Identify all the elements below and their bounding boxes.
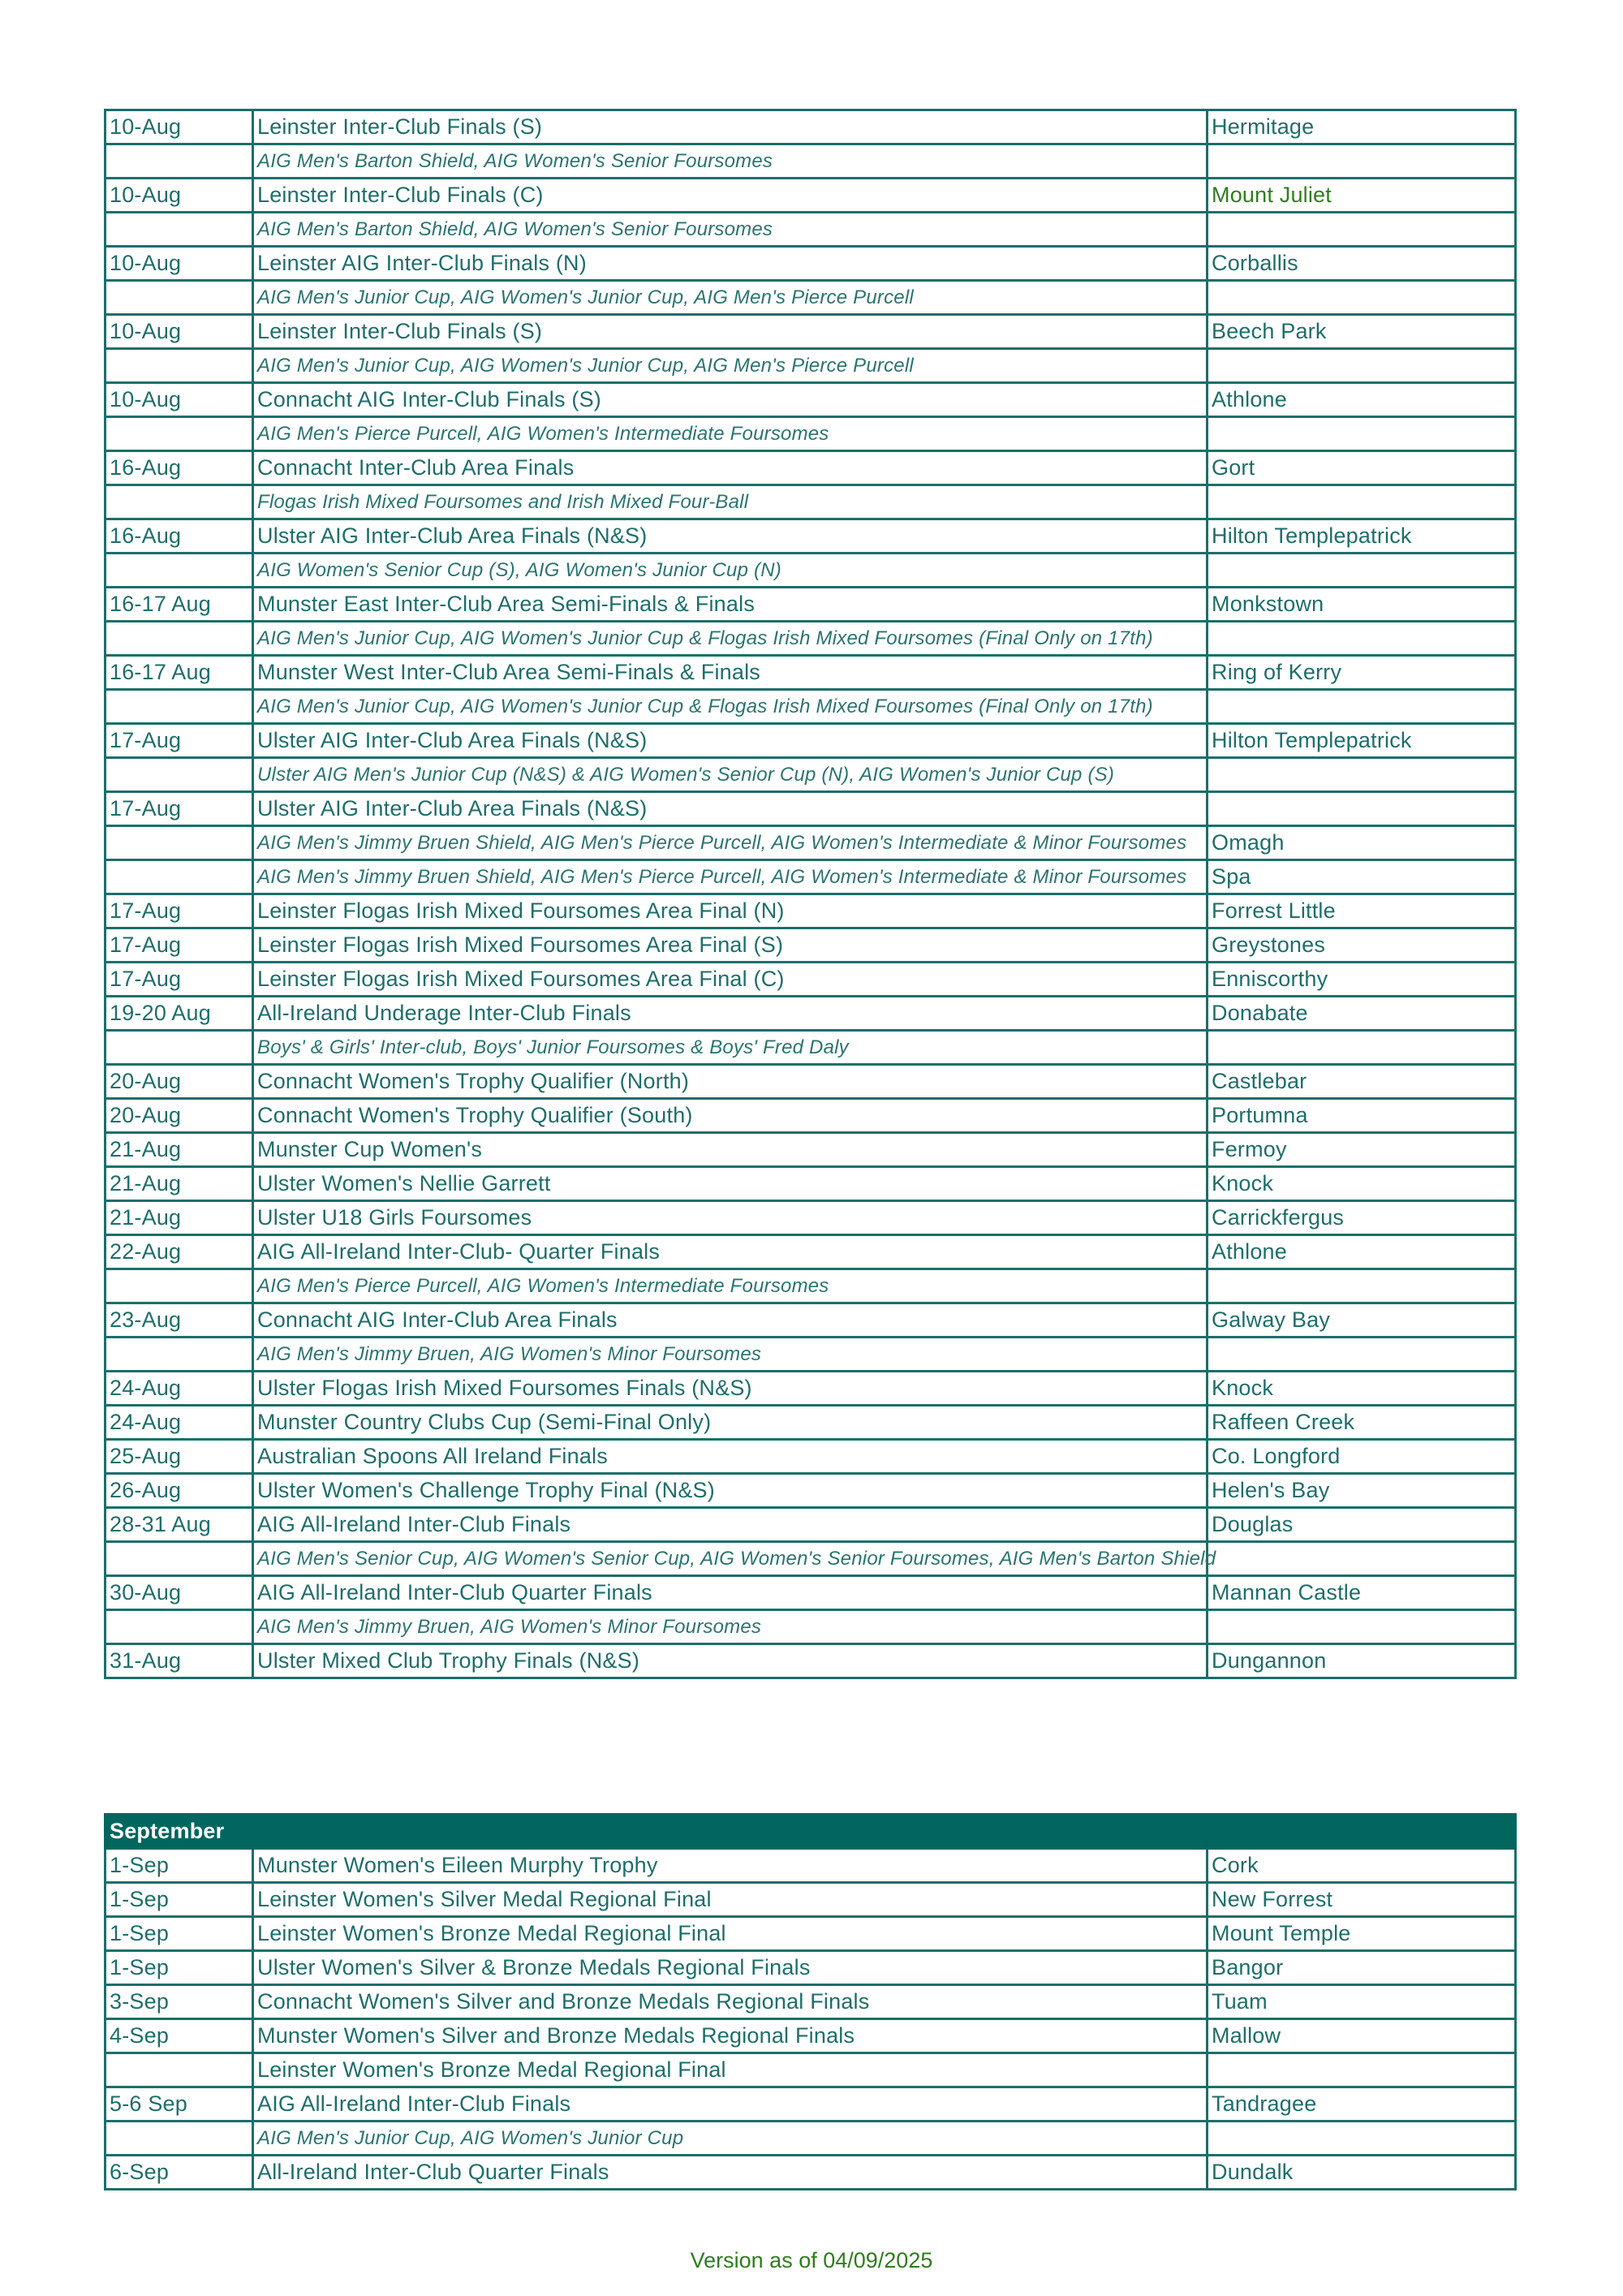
event-cell: AIG Men's Jimmy Bruen, AIG Women's Minor Foursomes (253, 1338, 1208, 1372)
table-row (105, 997, 1516, 1031)
event-cell: Ulster Women's Nellie Garrett (253, 1167, 1208, 1201)
event-cell: AIG Men's Pierce Purcell, AIG Women's Intermediate Foursomes (253, 1269, 1208, 1303)
event-cell: Leinster AIG Inter-Club Finals (N) (253, 247, 1208, 281)
event-cell: Ulster Women's Challenge Trophy Final (N&S) (253, 1474, 1208, 1508)
date-cell: 16-17 Aug (105, 588, 253, 622)
event-cell: Ulster Mixed Club Trophy Finals (N&S) (253, 1644, 1208, 1678)
date-cell (105, 485, 253, 519)
event-cell: Ulster AIG Men's Junior Cup (N&S) & AIG Women's Senior Cup (N), AIG Women's Junior Cup (S) (253, 758, 1208, 792)
venue-cell (1208, 1610, 1516, 1644)
table-row (105, 485, 1516, 519)
table-row (105, 1951, 1516, 1985)
event-cell: AIG Men's Barton Shield, AIG Women's Senior Foursomes (253, 144, 1208, 179)
venue-cell: New Forrest (1208, 1883, 1516, 1917)
venue-cell: Mount Juliet (1208, 179, 1516, 213)
date-cell (105, 1031, 253, 1065)
venue-cell: Dungannon (1208, 1644, 1516, 1678)
table-row (105, 1031, 1516, 1065)
event-cell: Leinster Flogas Irish Mixed Foursomes Area Final (S) (253, 928, 1208, 963)
event-cell: Australian Spoons All Ireland Finals (253, 1440, 1208, 1474)
table-row (105, 792, 1516, 826)
venue-cell: Hermitage (1208, 110, 1516, 144)
event-cell: Ulster Women's Silver & Bronze Medals Regional Finals (253, 1951, 1208, 1985)
event-cell: Connacht Women's Silver and Bronze Medals Regional Finals (253, 1985, 1208, 2019)
date-cell: 16-Aug (105, 451, 253, 485)
date-cell (105, 349, 253, 383)
table-row (105, 1133, 1516, 1167)
venue-cell: Mount Temple (1208, 1917, 1516, 1951)
table-row (105, 724, 1516, 758)
event-cell: Ulster U18 Girls Foursomes (253, 1201, 1208, 1235)
venue-cell: Spa (1208, 860, 1516, 894)
venue-cell: Fermoy (1208, 1133, 1516, 1167)
date-cell (105, 2053, 253, 2087)
table-row (105, 1167, 1516, 1201)
table-row (105, 1474, 1516, 1508)
event-cell: AIG Men's Junior Cup, AIG Women's Junior Cup & Flogas Irish Mixed Foursomes (Final Only on 17th) (253, 690, 1208, 724)
event-cell: Munster Country Clubs Cup (Semi-Final Only) (253, 1406, 1208, 1440)
date-cell: 10-Aug (105, 383, 253, 417)
event-cell: Connacht Women's Trophy Qualifier (South) (253, 1099, 1208, 1133)
event-cell: Leinster Inter-Club Finals (C) (253, 179, 1208, 213)
event-cell: AIG Men's Senior Cup, AIG Women's Senior Cup, AIG Women's Senior Foursomes, AIG Men's Barton Shield (253, 1542, 1208, 1576)
event-cell: AIG Men's Barton Shield, AIG Women's Senior Foursomes (253, 213, 1208, 247)
table-row (105, 179, 1516, 213)
date-cell: 10-Aug (105, 110, 253, 144)
september-schedule (104, 1813, 1514, 2190)
venue-cell: Raffeen Creek (1208, 1406, 1516, 1440)
venue-cell: Tuam (1208, 1985, 1516, 2019)
date-cell: 17-Aug (105, 894, 253, 928)
date-cell: 21-Aug (105, 1133, 253, 1167)
event-cell: Connacht Women's Trophy Qualifier (North) (253, 1065, 1208, 1099)
venue-cell (1208, 1542, 1516, 1576)
venue-cell: Corballis (1208, 247, 1516, 281)
venue-cell (1208, 2122, 1516, 2156)
venue-cell: Castlebar (1208, 1065, 1516, 1099)
venue-cell: Portumna (1208, 1099, 1516, 1133)
table-row (105, 894, 1516, 928)
table-row (105, 1372, 1516, 1406)
event-cell: Ulster Flogas Irish Mixed Foursomes Finals (N&S) (253, 1372, 1208, 1406)
september-table (104, 1813, 1517, 2190)
venue-cell (1208, 622, 1516, 656)
table-row (105, 1644, 1516, 1678)
venue-cell: Hilton Templepatrick (1208, 724, 1516, 758)
date-cell (105, 690, 253, 724)
date-cell: 28-31 Aug (105, 1508, 253, 1542)
venue-cell: Ring of Kerry (1208, 656, 1516, 690)
venue-cell (1208, 690, 1516, 724)
table-row (105, 656, 1516, 690)
event-cell: AIG Men's Junior Cup, AIG Women's Junior Cup, AIG Men's Pierce Purcell (253, 281, 1208, 315)
september-section-header (105, 1815, 1516, 1849)
venue-cell: Enniscorthy (1208, 963, 1516, 997)
venue-cell (1208, 144, 1516, 179)
venue-cell (1208, 1338, 1516, 1372)
date-cell (105, 2122, 253, 2156)
date-cell: 16-Aug (105, 519, 253, 554)
event-cell: AIG Men's Jimmy Bruen, AIG Women's Minor Foursomes (253, 1610, 1208, 1644)
table-row (105, 1303, 1516, 1338)
table-row (105, 417, 1516, 451)
event-cell: AIG Men's Junior Cup, AIG Women's Junior Cup (253, 2122, 1208, 2156)
venue-cell: Dundalk (1208, 2156, 1516, 2190)
venue-cell: Forrest Little (1208, 894, 1516, 928)
event-cell: Munster West Inter-Club Area Semi-Finals & Finals (253, 656, 1208, 690)
venue-cell: Cork (1208, 1849, 1516, 1883)
table-row (105, 1235, 1516, 1269)
event-cell: AIG All-Ireland Inter-Club- Quarter Finals (253, 1235, 1208, 1269)
table-row (105, 1065, 1516, 1099)
event-cell: AIG Men's Junior Cup, AIG Women's Junior Cup, AIG Men's Pierce Purcell (253, 349, 1208, 383)
date-cell: 24-Aug (105, 1372, 253, 1406)
event-cell: AIG Men's Pierce Purcell, AIG Women's Intermediate Foursomes (253, 417, 1208, 451)
section-heading: September (105, 1815, 1516, 1849)
table-row (105, 758, 1516, 792)
venue-cell: Galway Bay (1208, 1303, 1516, 1338)
date-cell: 5-6 Sep (105, 2087, 253, 2122)
date-cell (105, 554, 253, 588)
date-cell (105, 826, 253, 860)
table-row (105, 1542, 1516, 1576)
table-row (105, 451, 1516, 485)
date-cell: 17-Aug (105, 792, 253, 826)
venue-cell: Monkstown (1208, 588, 1516, 622)
date-cell: 31-Aug (105, 1644, 253, 1678)
table-row (105, 2122, 1516, 2156)
event-cell: Leinster Women's Bronze Medal Regional Final (253, 2053, 1208, 2087)
table-row (105, 588, 1516, 622)
event-cell: Flogas Irish Mixed Foursomes and Irish Mixed Four-Ball (253, 485, 1208, 519)
event-cell: Munster Women's Silver and Bronze Medals Regional Finals (253, 2019, 1208, 2053)
date-cell (105, 1338, 253, 1372)
event-cell: Connacht Inter-Club Area Finals (253, 451, 1208, 485)
date-cell: 21-Aug (105, 1201, 253, 1235)
event-cell: AIG Men's Junior Cup, AIG Women's Junior Cup & Flogas Irish Mixed Foursomes (Final Only on 17th) (253, 622, 1208, 656)
date-cell: 21-Aug (105, 1167, 253, 1201)
date-cell: 20-Aug (105, 1099, 253, 1133)
event-cell: Ulster AIG Inter-Club Area Finals (N&S) (253, 519, 1208, 554)
table-row (105, 554, 1516, 588)
table-row (105, 349, 1516, 383)
date-cell (105, 1542, 253, 1576)
date-cell: 16-17 Aug (105, 656, 253, 690)
date-cell: 17-Aug (105, 963, 253, 997)
table-row (105, 1406, 1516, 1440)
event-cell: Leinster Flogas Irish Mixed Foursomes Area Final (C) (253, 963, 1208, 997)
date-cell: 3-Sep (105, 1985, 253, 2019)
event-cell: Ulster AIG Inter-Club Area Finals (N&S) (253, 792, 1208, 826)
table-row (105, 1985, 1516, 2019)
table-row (105, 1610, 1516, 1644)
date-cell: 10-Aug (105, 179, 253, 213)
table-row (105, 1099, 1516, 1133)
date-cell: 17-Aug (105, 928, 253, 963)
august-schedule (104, 109, 1514, 1679)
event-cell: AIG Women's Senior Cup (S), AIG Women's Junior Cup (N) (253, 554, 1208, 588)
date-cell: 1-Sep (105, 1883, 253, 1917)
venue-cell: Tandragee (1208, 2087, 1516, 2122)
venue-cell (1208, 1031, 1516, 1065)
date-cell (105, 144, 253, 179)
venue-cell (1208, 417, 1516, 451)
venue-cell: Knock (1208, 1372, 1516, 1406)
table-row (105, 1576, 1516, 1610)
date-cell (105, 213, 253, 247)
event-cell: Leinster Inter-Club Finals (S) (253, 315, 1208, 349)
venue-cell: Mannan Castle (1208, 1576, 1516, 1610)
date-cell: 1-Sep (105, 1917, 253, 1951)
date-cell (105, 1269, 253, 1303)
event-cell: Connacht AIG Inter-Club Area Finals (253, 1303, 1208, 1338)
event-cell: All-Ireland Inter-Club Quarter Finals (253, 2156, 1208, 2190)
venue-cell: Greystones (1208, 928, 1516, 963)
date-cell: 10-Aug (105, 247, 253, 281)
august-table (104, 109, 1517, 1679)
table-row (105, 1269, 1516, 1303)
table-row (105, 1338, 1516, 1372)
venue-cell: Beech Park (1208, 315, 1516, 349)
date-cell: 25-Aug (105, 1440, 253, 1474)
table-row (105, 2019, 1516, 2053)
date-cell (105, 622, 253, 656)
table-row (105, 247, 1516, 281)
date-cell: 4-Sep (105, 2019, 253, 2053)
event-cell: Connacht AIG Inter-Club Finals (S) (253, 383, 1208, 417)
date-cell: 19-20 Aug (105, 997, 253, 1031)
table-row (105, 2087, 1516, 2122)
event-cell: Munster Women's Eileen Murphy Trophy (253, 1849, 1208, 1883)
event-cell: Leinster Women's Silver Medal Regional Final (253, 1883, 1208, 1917)
venue-cell (1208, 554, 1516, 588)
date-cell: 17-Aug (105, 724, 253, 758)
venue-cell: Carrickfergus (1208, 1201, 1516, 1235)
event-cell: Leinster Inter-Club Finals (S) (253, 110, 1208, 144)
table-row (105, 383, 1516, 417)
venue-cell (1208, 213, 1516, 247)
venue-cell (1208, 1269, 1516, 1303)
venue-cell: Omagh (1208, 826, 1516, 860)
venue-cell (1208, 758, 1516, 792)
event-cell: AIG All-Ireland Inter-Club Quarter Finals (253, 1576, 1208, 1610)
table-row (105, 1849, 1516, 1883)
venue-cell: Hilton Templepatrick (1208, 519, 1516, 554)
event-cell: Munster East Inter-Club Area Semi-Finals & Finals (253, 588, 1208, 622)
event-cell: Leinster Flogas Irish Mixed Foursomes Area Final (N) (253, 894, 1208, 928)
venue-cell (1208, 281, 1516, 315)
table-row (105, 826, 1516, 860)
event-cell: All-Ireland Underage Inter-Club Finals (253, 997, 1208, 1031)
table-row (105, 1508, 1516, 1542)
table-row (105, 144, 1516, 179)
venue-cell: Athlone (1208, 1235, 1516, 1269)
date-cell (105, 860, 253, 894)
venue-cell (1208, 792, 1516, 826)
date-cell: 6-Sep (105, 2156, 253, 2190)
venue-cell: Gort (1208, 451, 1516, 485)
date-cell: 20-Aug (105, 1065, 253, 1099)
date-cell: 10-Aug (105, 315, 253, 349)
table-row (105, 1883, 1516, 1917)
date-cell: 1-Sep (105, 1849, 253, 1883)
table-row (105, 110, 1516, 144)
date-cell (105, 281, 253, 315)
event-cell: Leinster Women's Bronze Medal Regional Final (253, 1917, 1208, 1951)
venue-cell: Co. Longford (1208, 1440, 1516, 1474)
table-row (105, 213, 1516, 247)
date-cell: 23-Aug (105, 1303, 253, 1338)
event-cell: AIG Men's Jimmy Bruen Shield, AIG Men's Pierce Purcell, AIG Women's Intermediate & Minor Foursomes (253, 826, 1208, 860)
table-row (105, 1917, 1516, 1951)
date-cell (105, 417, 253, 451)
table-row (105, 622, 1516, 656)
version-footer: Version as of 04/09/2025 (690, 2248, 933, 2272)
table-row (105, 519, 1516, 554)
event-cell: Boys' & Girls' Inter-club, Boys' Junior Foursomes & Boys' Fred Daly (253, 1031, 1208, 1065)
date-cell: 26-Aug (105, 1474, 253, 1508)
event-cell: AIG All-Ireland Inter-Club Finals (253, 1508, 1208, 1542)
table-row (105, 315, 1516, 349)
venue-cell: Athlone (1208, 383, 1516, 417)
date-cell (105, 1610, 253, 1644)
venue-cell (1208, 485, 1516, 519)
event-cell: AIG All-Ireland Inter-Club Finals (253, 2087, 1208, 2122)
table-row (105, 2053, 1516, 2087)
date-cell: 22-Aug (105, 1235, 253, 1269)
table-row (105, 690, 1516, 724)
event-cell: Ulster AIG Inter-Club Area Finals (N&S) (253, 724, 1208, 758)
venue-cell: Douglas (1208, 1508, 1516, 1542)
venue-cell: Mallow (1208, 2019, 1516, 2053)
venue-cell (1208, 2053, 1516, 2087)
date-cell: 30-Aug (105, 1576, 253, 1610)
table-row (105, 1440, 1516, 1474)
venue-cell: Donabate (1208, 997, 1516, 1031)
table-row (105, 2156, 1516, 2190)
table-row (105, 928, 1516, 963)
table-row (105, 860, 1516, 894)
venue-cell: Bangor (1208, 1951, 1516, 1985)
venue-cell (1208, 349, 1516, 383)
date-cell: 24-Aug (105, 1406, 253, 1440)
table-row (105, 281, 1516, 315)
event-cell: Munster Cup Women's (253, 1133, 1208, 1167)
date-cell (105, 758, 253, 792)
event-cell: AIG Men's Jimmy Bruen Shield, AIG Men's Pierce Purcell, AIG Women's Intermediate & Minor Foursomes (253, 860, 1208, 894)
venue-cell: Knock (1208, 1167, 1516, 1201)
table-row (105, 963, 1516, 997)
table-row (105, 1201, 1516, 1235)
venue-cell: Helen's Bay (1208, 1474, 1516, 1508)
date-cell: 1-Sep (105, 1951, 253, 1985)
